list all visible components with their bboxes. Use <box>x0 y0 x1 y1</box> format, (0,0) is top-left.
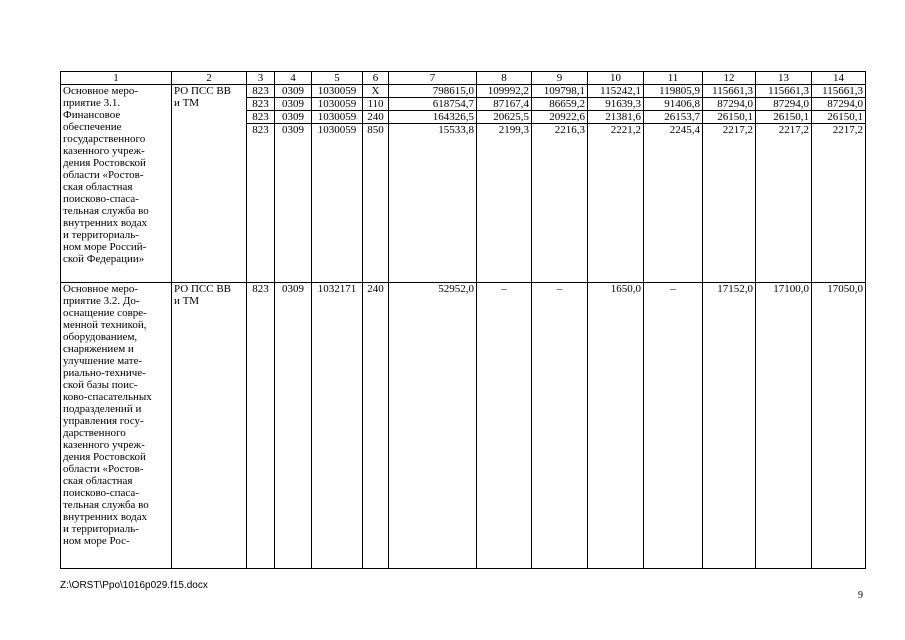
name-line: дения Ростовской <box>63 157 146 169</box>
amount-value: 109992,2 <box>487 85 529 97</box>
csr-value: 1030059 <box>312 123 362 136</box>
amount-value: 86659,2 <box>532 97 587 110</box>
grbs-value: 823 <box>247 123 274 136</box>
amount-cell <box>756 85 812 283</box>
amount-value: 91639,3 <box>588 97 643 110</box>
name-line: Основное меро- <box>63 283 139 295</box>
amount-value: 2221,2 <box>588 123 643 136</box>
vr-value: Х <box>371 85 380 97</box>
executor-cell <box>172 85 247 283</box>
name-line: менной техникой, <box>63 319 147 331</box>
name-line: ном море Рос- <box>63 535 130 547</box>
rzpr-value: 0309 <box>275 97 311 110</box>
name-line: области «Ростов- <box>63 463 144 475</box>
name-line: внутренних водах <box>63 511 148 523</box>
amount-value: 91406,8 <box>644 97 702 110</box>
name-line: ном море Россий- <box>63 241 147 253</box>
name-line: Финансовое <box>63 109 121 121</box>
rzpr-cell <box>275 85 312 283</box>
name-line: управления госу- <box>63 415 144 427</box>
name-line: государственного <box>63 133 146 145</box>
table-row <box>61 283 866 569</box>
amount-value: 115661,3 <box>822 85 863 97</box>
amount-value: 87294,0 <box>703 97 755 110</box>
csr-value: 1030059 <box>317 85 357 97</box>
name-line: дарственного <box>63 427 126 439</box>
amount-value: 2217,2 <box>703 123 755 136</box>
executor-line: РО ПСС ВВ <box>174 283 231 295</box>
vr-value: 240 <box>363 110 388 123</box>
amount-cell <box>477 85 532 283</box>
csr-cell: 1032171 <box>312 283 363 569</box>
amount-value: 21381,6 <box>588 110 643 123</box>
amount-value: 26153,7 <box>644 110 702 123</box>
name-line: обеспечение <box>63 121 122 133</box>
col-header: 6 <box>363 72 389 85</box>
grbs-value: 823 <box>247 110 274 123</box>
name-line: казенного учреж- <box>63 439 145 451</box>
vr-cell <box>363 85 389 283</box>
amount-value: 115661,3 <box>768 85 809 97</box>
amount-value: 2217,2 <box>812 123 865 136</box>
name-line: риально-техниче- <box>63 367 146 379</box>
name-line: приятие 3.1. <box>63 97 121 109</box>
executor-line: и ТМ <box>174 295 199 307</box>
col-header: 8 <box>477 72 532 85</box>
col-header: 2 <box>172 72 247 85</box>
name-line: и территориаль- <box>63 523 139 535</box>
rzpr-value: 0309 <box>275 123 311 136</box>
vr-cell: 240 <box>363 283 389 569</box>
col-header: 12 <box>703 72 756 85</box>
amount-value: 115661,3 <box>712 85 753 97</box>
rzpr-value: 0309 <box>282 85 304 97</box>
name-line: ково-спасательных <box>63 391 152 403</box>
csr-value: 1030059 <box>312 110 362 123</box>
name-line: поисково-спаса- <box>63 487 139 499</box>
name-line: подразделений и <box>63 403 142 415</box>
amount-value: 26150,1 <box>703 110 755 123</box>
amount-value: 26150,1 <box>812 110 865 123</box>
budget-table <box>60 71 866 569</box>
amount-cell <box>703 85 756 283</box>
csr-cell <box>312 85 363 283</box>
col-header: 11 <box>644 72 703 85</box>
executor-line: и ТМ <box>174 97 199 109</box>
name-line: оснащение совре- <box>63 307 147 319</box>
csr-value: 1030059 <box>312 97 362 110</box>
amount-cell: 17100,0 <box>756 283 812 569</box>
amount-cell: 17050,0 <box>812 283 866 569</box>
amount-cell: – <box>644 283 703 569</box>
amount-value: 87294,0 <box>756 97 811 110</box>
col-header: 5 <box>312 72 363 85</box>
amount-value: 15533,8 <box>389 123 476 136</box>
name-line: Основное меро- <box>63 85 139 97</box>
name-line: оборудованием, <box>63 331 138 343</box>
col-header: 7 <box>389 72 477 85</box>
name-line: ской Федерации» <box>63 253 145 265</box>
amount-value: 2217,2 <box>756 123 811 136</box>
amount-value: 119805,9 <box>659 85 700 97</box>
name-line: поисково-спаса- <box>63 193 139 205</box>
col-header: 9 <box>532 72 588 85</box>
amount-cell <box>532 85 588 283</box>
vr-value: 110 <box>363 97 388 110</box>
column-number-row <box>61 72 866 85</box>
executor-cell <box>172 283 247 569</box>
amount-value: 2199,3 <box>477 123 531 136</box>
amount-value: 87294,0 <box>812 97 865 110</box>
col-header: 13 <box>756 72 812 85</box>
name-line: и территориаль- <box>63 229 139 241</box>
amount-value: 87167,4 <box>477 97 531 110</box>
amount-cell: 1650,0 <box>588 283 644 569</box>
file-path-footer: Z:\ORST\Ppo\1016p029.f15.docx <box>60 580 208 591</box>
name-line: дения Ростовской <box>63 451 146 463</box>
name-line: приятие 3.2. До- <box>63 295 140 307</box>
name-line: тельная служба во <box>63 499 149 511</box>
amount-cell <box>389 85 477 283</box>
name-line: улучшение мате- <box>63 355 143 367</box>
name-line: ская областная <box>63 181 133 193</box>
amount-cell: 52952,0 <box>389 283 477 569</box>
name-line: ской базы поис- <box>63 379 138 391</box>
table-row <box>61 85 866 283</box>
col-header: 4 <box>275 72 312 85</box>
amount-value: 20922,6 <box>532 110 587 123</box>
grbs-value: 823 <box>247 97 274 110</box>
amount-value: 109798,1 <box>543 85 585 97</box>
name-line: казенного учреж- <box>63 145 145 157</box>
amount-cell: 17152,0 <box>703 283 756 569</box>
col-header: 3 <box>247 72 275 85</box>
grbs-value: 823 <box>252 85 269 97</box>
amount-value: 20625,5 <box>477 110 531 123</box>
col-header: 1 <box>61 72 172 85</box>
page-number: 9 <box>858 590 863 601</box>
grbs-cell: 823 <box>247 283 275 569</box>
amount-cell: – <box>532 283 588 569</box>
name-line: тельная служба во <box>63 205 149 217</box>
amount-value: 115242,1 <box>600 85 641 97</box>
grbs-cell <box>247 85 275 283</box>
executor-line: РО ПСС ВВ <box>174 85 231 97</box>
name-line: ская областная <box>63 475 133 487</box>
measure-name-cell <box>61 283 172 569</box>
amount-cell <box>644 85 703 283</box>
rzpr-cell: 0309 <box>275 283 312 569</box>
vr-value: 850 <box>363 123 388 136</box>
amount-value: 618754,7 <box>389 97 476 110</box>
col-header: 10 <box>588 72 644 85</box>
name-line: области «Ростов- <box>63 169 144 181</box>
name-line: снаряжением и <box>63 343 134 355</box>
amount-cell <box>812 85 866 283</box>
name-line: внутренних водах <box>63 217 148 229</box>
amount-value: 26150,1 <box>756 110 811 123</box>
measure-name-cell <box>61 85 172 283</box>
rzpr-value: 0309 <box>275 110 311 123</box>
amount-cell <box>588 85 644 283</box>
col-header: 14 <box>812 72 866 85</box>
amount-cell: – <box>477 283 532 569</box>
amount-value: 2245,4 <box>644 123 702 136</box>
amount-value: 164326,5 <box>389 110 476 123</box>
amount-value: 798615,0 <box>432 85 474 97</box>
amount-value: 2216,3 <box>532 123 587 136</box>
